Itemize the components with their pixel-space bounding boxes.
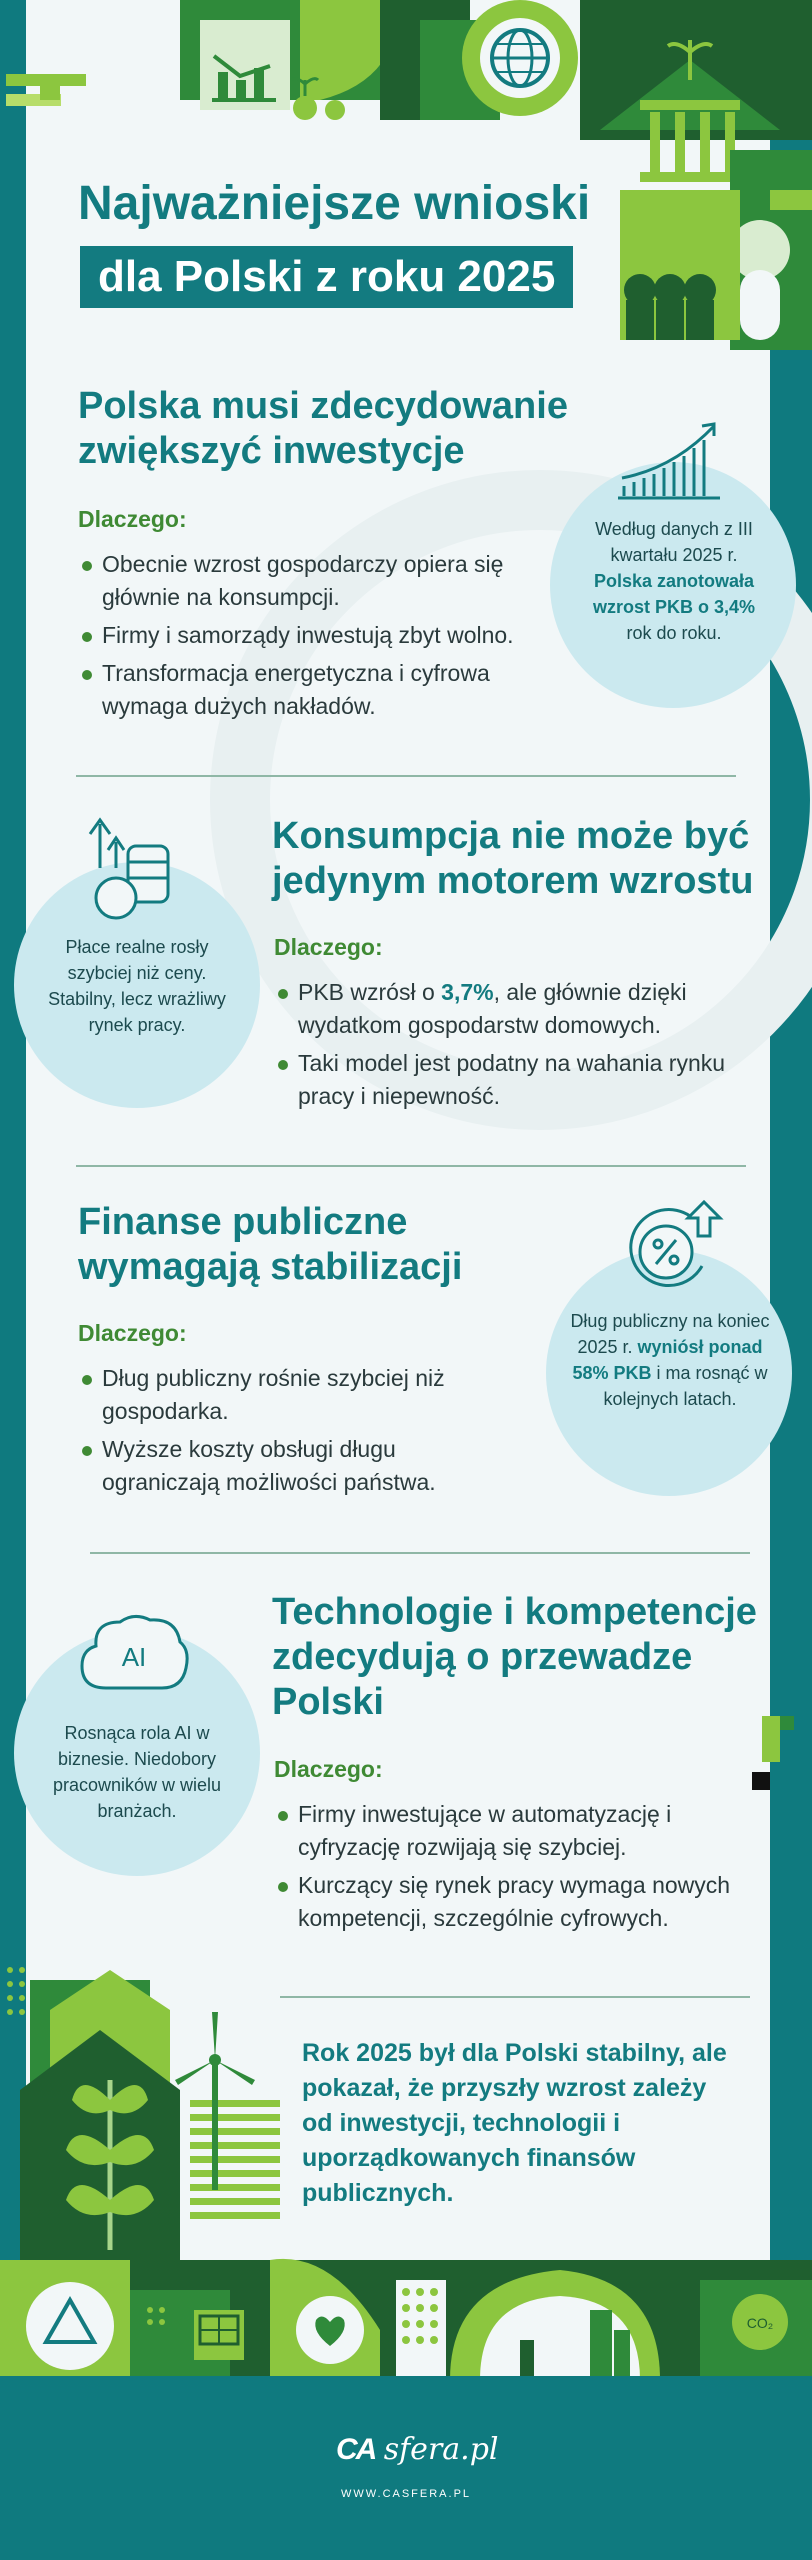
rising-chart-icon — [614, 418, 724, 502]
list-item: Obecnie wzrost gospodarczy opiera się głównie na konsumpcji. — [80, 548, 560, 614]
list-item: Kurczący się rynek pracy wymaga nowych kompetencji, szczególnie cyfrowych. — [276, 1869, 766, 1935]
percent-arrow-icon — [622, 1196, 732, 1296]
list-item: Wyższe koszty obsługi długu ograniczają możliwości państwa. — [80, 1433, 510, 1499]
section-3-title: Finanse publiczne wymagają stabilizacji — [78, 1201, 463, 1288]
coins-growth-icon — [80, 806, 180, 926]
co2-cloud-icon: CO₂ — [746, 2315, 774, 2331]
section-1-why-label: Dlaczego: — [78, 506, 187, 532]
divider — [76, 775, 736, 777]
list-item: Firmy i samorządy inwestują zbyt wolno. — [80, 619, 560, 652]
side-squares-decoration — [752, 1716, 812, 1800]
footer-url-link[interactable]: WWW.CASFERA.PL — [340, 2488, 472, 2500]
page-title-line1: Najważniejsze wnioski — [78, 177, 591, 230]
summary-text: Rok 2025 był dla Polski stabilny, ale pokazał, że przyszły wzrost zależy od inwestycji, technologii i uporządkowanych finansów publicznych. — [302, 2039, 727, 2207]
section-3-why-label: Dlaczego: — [78, 1320, 187, 1346]
list-item: Dług publiczny rośnie szybciej niż gospodarka. — [80, 1362, 510, 1428]
section-3-bubble-text: Dług publiczny na koniec 2025 r. wyniósł ponad 58% PKB i ma rosnąć w kolejnych latach. — [570, 1311, 770, 1409]
section-3-bullet-list — [80, 1362, 510, 1504]
section-4-why-label: Dlaczego: — [274, 1756, 383, 1782]
brand-prefix: CA — [336, 2433, 376, 2466]
section-2-title: Konsumpcja nie może być jedynym motorem wzrostu — [272, 815, 754, 902]
list-item: Taki model jest podatny na wahania rynku pracy i niepewność. — [276, 1047, 746, 1113]
list-item: PKB wzrósł o 3,7%, ale głównie dzięki wydatkom gospodarstw domowych. — [276, 976, 746, 1042]
section-4-title: Technologie i kompetencje zdecydują o przewadze Polski — [272, 1591, 757, 1723]
brand-logo[interactable] — [336, 2432, 499, 2467]
section-1-title: Polska musi zdecydowanie zwiększyć inwestycje — [78, 385, 568, 472]
section-1-bubble-text: Według danych z III kwartału 2025 r. Polska zanotowała wzrost PKB o 3,4% rok do roku. — [592, 519, 756, 643]
divider — [90, 1552, 750, 1554]
section-2-why-label: Dlaczego: — [274, 934, 383, 960]
svg-text:AI: AI — [121, 1642, 147, 1672]
section-2-bubble-text: Płace realne rosły szybciej niż ceny. Stabilny, lecz wrażliwy rynek pracy. — [48, 937, 226, 1035]
footer-decoration — [0, 1950, 812, 2380]
section-4-bubble-text: Rosnąca rola AI w biznesie. Niedobory pracowników w wielu branżach. — [52, 1723, 222, 1821]
divider — [76, 1165, 746, 1167]
section-1-bullet-list — [80, 548, 560, 728]
page-title-line2: dla Polski z roku 2025 — [80, 246, 573, 308]
brand-name: sfera.pl — [383, 2432, 499, 2467]
list-item: Firmy inwestujące w automatyzację i cyfryzację rozwijają się szybciej. — [276, 1798, 766, 1864]
section-2-bullet-list — [276, 976, 746, 1118]
list-item: Transformacja energetyczna i cyfrowa wymaga dużych nakładów. — [80, 657, 560, 723]
ai-speech-bubble-icon — [76, 1610, 192, 1700]
section-4-bullet-list — [276, 1798, 766, 1940]
